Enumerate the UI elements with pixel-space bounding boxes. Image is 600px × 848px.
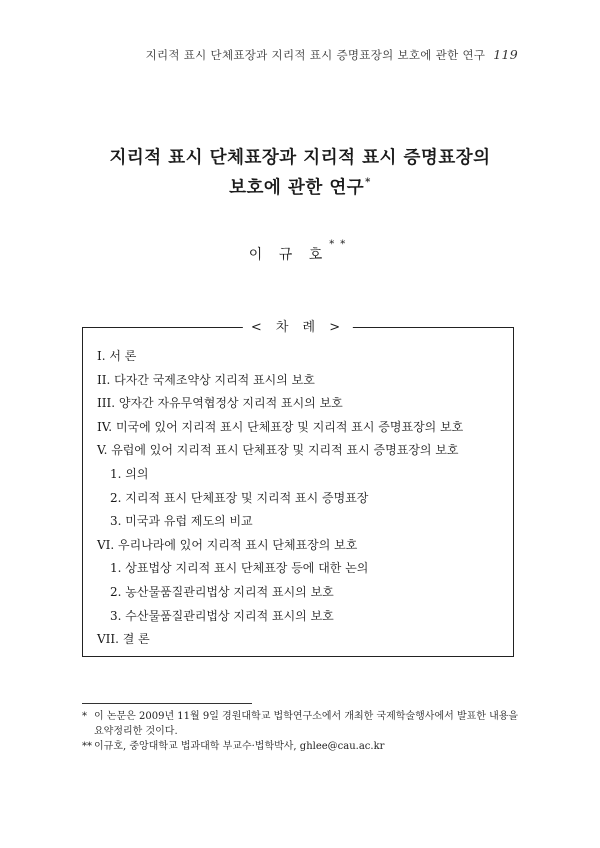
footnote-2	[82, 739, 522, 754]
footnote-divider	[82, 703, 252, 704]
running-header-title: 지리적 표시 단체표장과 지리적 표시 증명표장의 보호에 관한 연구	[145, 48, 486, 62]
author-footnote-mark[interactable]: **	[329, 239, 352, 250]
footnotes	[82, 709, 522, 754]
toc-item: VII. 결 론	[97, 632, 150, 647]
toc-subitem: 1. 상표법상 지리적 표시 단체표장 등에 대한 논의	[110, 561, 369, 576]
running-header	[146, 47, 518, 63]
footnote-2-mark: **	[82, 741, 92, 752]
footnote-2-text: 이규호, 중앙대학교 법과대학 부교수·법학박사, ghlee@cau.ac.kr	[94, 741, 385, 752]
toc-subitem: 3. 미국과 유럽 제도의 비교	[110, 514, 253, 529]
footnote-1	[82, 709, 522, 739]
toc-item: III. 양자간 자유무역협정상 지리적 표시의 보호	[97, 396, 343, 411]
footnote-1-mark: *	[82, 711, 87, 722]
toc-subitem: 2. 농산물품질관리법상 지리적 표시의 보호	[110, 584, 334, 599]
page-number: 119	[493, 47, 518, 62]
toc-list	[97, 345, 503, 652]
toc-subitem: 2. 지리적 표시 단체표장 및 지리적 표시 증명표장	[110, 490, 369, 505]
author	[60, 239, 540, 264]
article-title-line-2	[60, 173, 540, 203]
title-footnote-mark[interactable]: *	[365, 177, 371, 188]
toc-subitem: 1. 의의	[110, 466, 149, 481]
toc-item: II. 다자간 국제조약상 지리적 표시의 보호	[97, 372, 315, 387]
article-title-line-1: 지리적 표시 단체표장과 지리적 표시 증명표장의	[109, 148, 491, 168]
toc-heading: < 차 례 >	[243, 318, 353, 338]
footnote-1-text: 이 논문은 2009년 11월 9일 경원대학교 법학연구소에서 개최한 국제학술행사에서 발표한 내용을 요약정리한 것이다.	[94, 711, 519, 737]
article-title	[60, 143, 540, 203]
toc-item: V. 유럽에 있어 지리적 표시 단체표장 및 지리적 표시 증명표장의 보호	[97, 443, 459, 458]
toc-subitem: 3. 수산물품질관리법상 지리적 표시의 보호	[110, 608, 334, 623]
article-title-line-2-text: 보호에 관한 연구	[229, 178, 365, 198]
toc-item: VI. 우리나라에 있어 지리적 표시 단체표장의 보호	[97, 537, 358, 552]
toc-item: I. 서 론	[97, 349, 137, 363]
table-of-contents	[82, 320, 514, 657]
author-name: 이 규 호	[248, 247, 329, 263]
toc-item: IV. 미국에 있어 지리적 표시 단체표장 및 지리적 표시 증명표장의 보호	[97, 419, 464, 434]
